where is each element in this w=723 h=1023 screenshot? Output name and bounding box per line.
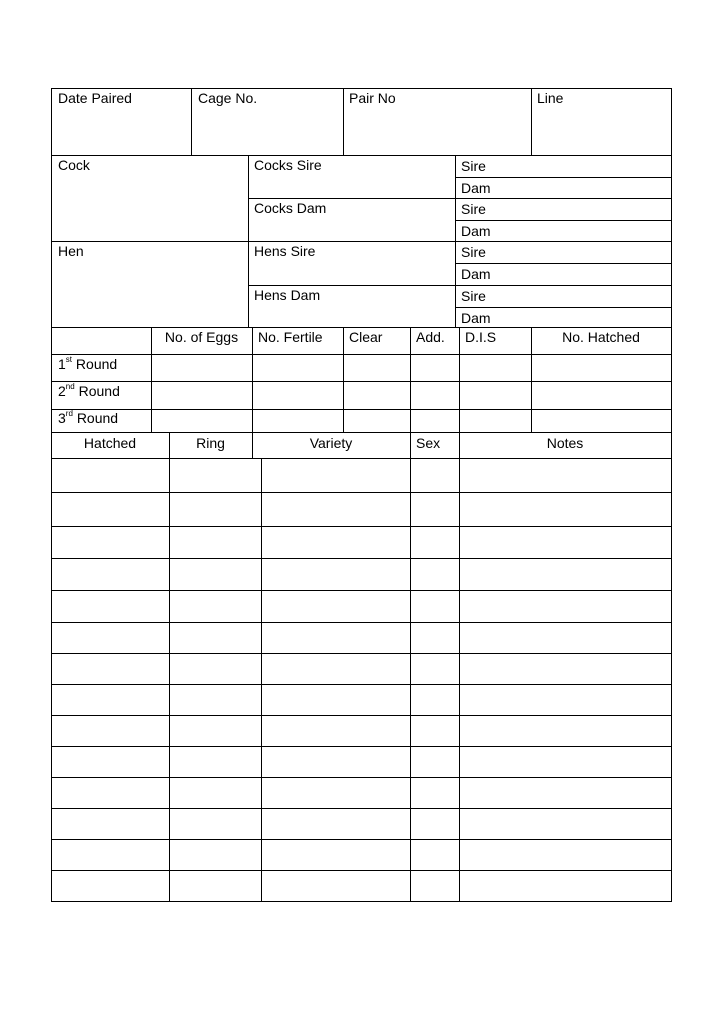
rounds-row-rule [51, 354, 671, 355]
cock-label: Cock [58, 157, 90, 173]
log-row-rule [51, 558, 671, 559]
log-column-header: Sex [416, 435, 441, 451]
parents-bottom-rule [51, 327, 671, 328]
rounds-column-header: No. Fertile [258, 329, 323, 345]
log-header-divider [410, 432, 411, 458]
round-word: Round [78, 383, 120, 399]
dam-label: Dam [461, 266, 491, 282]
sire-dam-rule [455, 220, 671, 221]
hens-dam-label: Hens Dam [254, 287, 321, 303]
header-divider [343, 88, 344, 155]
round-word: Round [75, 356, 118, 372]
form-outer-border [51, 88, 672, 902]
round-number: 1 [58, 356, 66, 372]
rounds-row-rule [51, 381, 671, 382]
hens-sire-label: Hens Sire [254, 243, 316, 259]
log-row-rule [51, 492, 671, 493]
log-row-rule [51, 839, 671, 840]
log-row-rule [51, 653, 671, 654]
sire-label: Sire [461, 288, 486, 304]
round-ordinal-suffix: st [65, 355, 73, 364]
sire-label: Sire [461, 201, 486, 217]
cocks-dam-rule [248, 198, 671, 199]
hen-label: Hen [58, 243, 84, 259]
hen-section-rule [51, 241, 671, 242]
log-row-rule [51, 777, 671, 778]
rounds-column-header: Clear [349, 329, 383, 345]
header-divider [531, 88, 532, 155]
dam-label: Dam [461, 180, 491, 196]
dam-label: Dam [461, 310, 491, 326]
sire-label: Sire [461, 244, 486, 260]
log-header-bottom-rule [51, 458, 671, 459]
round-number: 3 [58, 410, 66, 426]
log-row-rule [51, 622, 671, 623]
sire-dam-rule [455, 263, 671, 264]
log-column-header: Variety [309, 435, 353, 451]
line-label: Line [537, 90, 564, 106]
sire-label: Sire [461, 158, 486, 174]
rounds-column-divider [459, 327, 460, 432]
hens-dam-rule [248, 285, 671, 286]
rounds-bottom-rule [51, 432, 671, 433]
header-bottom-rule [51, 155, 671, 156]
rounds-column-divider [343, 327, 344, 432]
sire-dam-rule [455, 177, 671, 178]
log-row-rule [51, 715, 671, 716]
round-row-label [58, 410, 118, 426]
round-ordinal-suffix: nd [65, 382, 75, 391]
round-row-label [58, 356, 117, 372]
log-column-header: Notes [546, 435, 584, 451]
cocks-sire-label: Cocks Sire [254, 157, 322, 173]
log-row-rule [51, 526, 671, 527]
rounds-row-rule [51, 409, 671, 410]
rounds-column-divider [410, 327, 411, 432]
log-row-rule [51, 870, 671, 871]
rounds-column-header: No. of Eggs [164, 329, 239, 345]
pair-no-label: Pair No [349, 90, 396, 106]
sire-dam-rule [455, 307, 671, 308]
round-row-label [58, 383, 120, 399]
rounds-column-header: No. Hatched [562, 329, 640, 345]
rounds-column-divider [252, 327, 253, 432]
round-number: 2 [58, 383, 66, 399]
cage-no-label: Cage No. [198, 90, 258, 106]
log-column-divider [410, 458, 411, 901]
log-column-header: Ring [196, 435, 225, 451]
date-paired-label: Date Paired [58, 90, 132, 106]
log-row-rule [51, 808, 671, 809]
log-column-header: Hatched [83, 435, 137, 451]
dam-label: Dam [461, 223, 491, 239]
rounds-column-header: Add. [416, 329, 445, 345]
rounds-column-header: D.I.S [465, 329, 497, 345]
round-ordinal-suffix: rd [65, 409, 73, 418]
log-row-rule [51, 746, 671, 747]
log-column-divider [261, 458, 262, 901]
log-row-rule [51, 590, 671, 591]
round-word: Round [76, 410, 119, 426]
log-column-divider [169, 458, 170, 901]
cocks-dam-label: Cocks Dam [254, 200, 327, 216]
log-column-divider [459, 458, 460, 901]
log-row-rule [51, 684, 671, 685]
header-divider [191, 88, 192, 155]
